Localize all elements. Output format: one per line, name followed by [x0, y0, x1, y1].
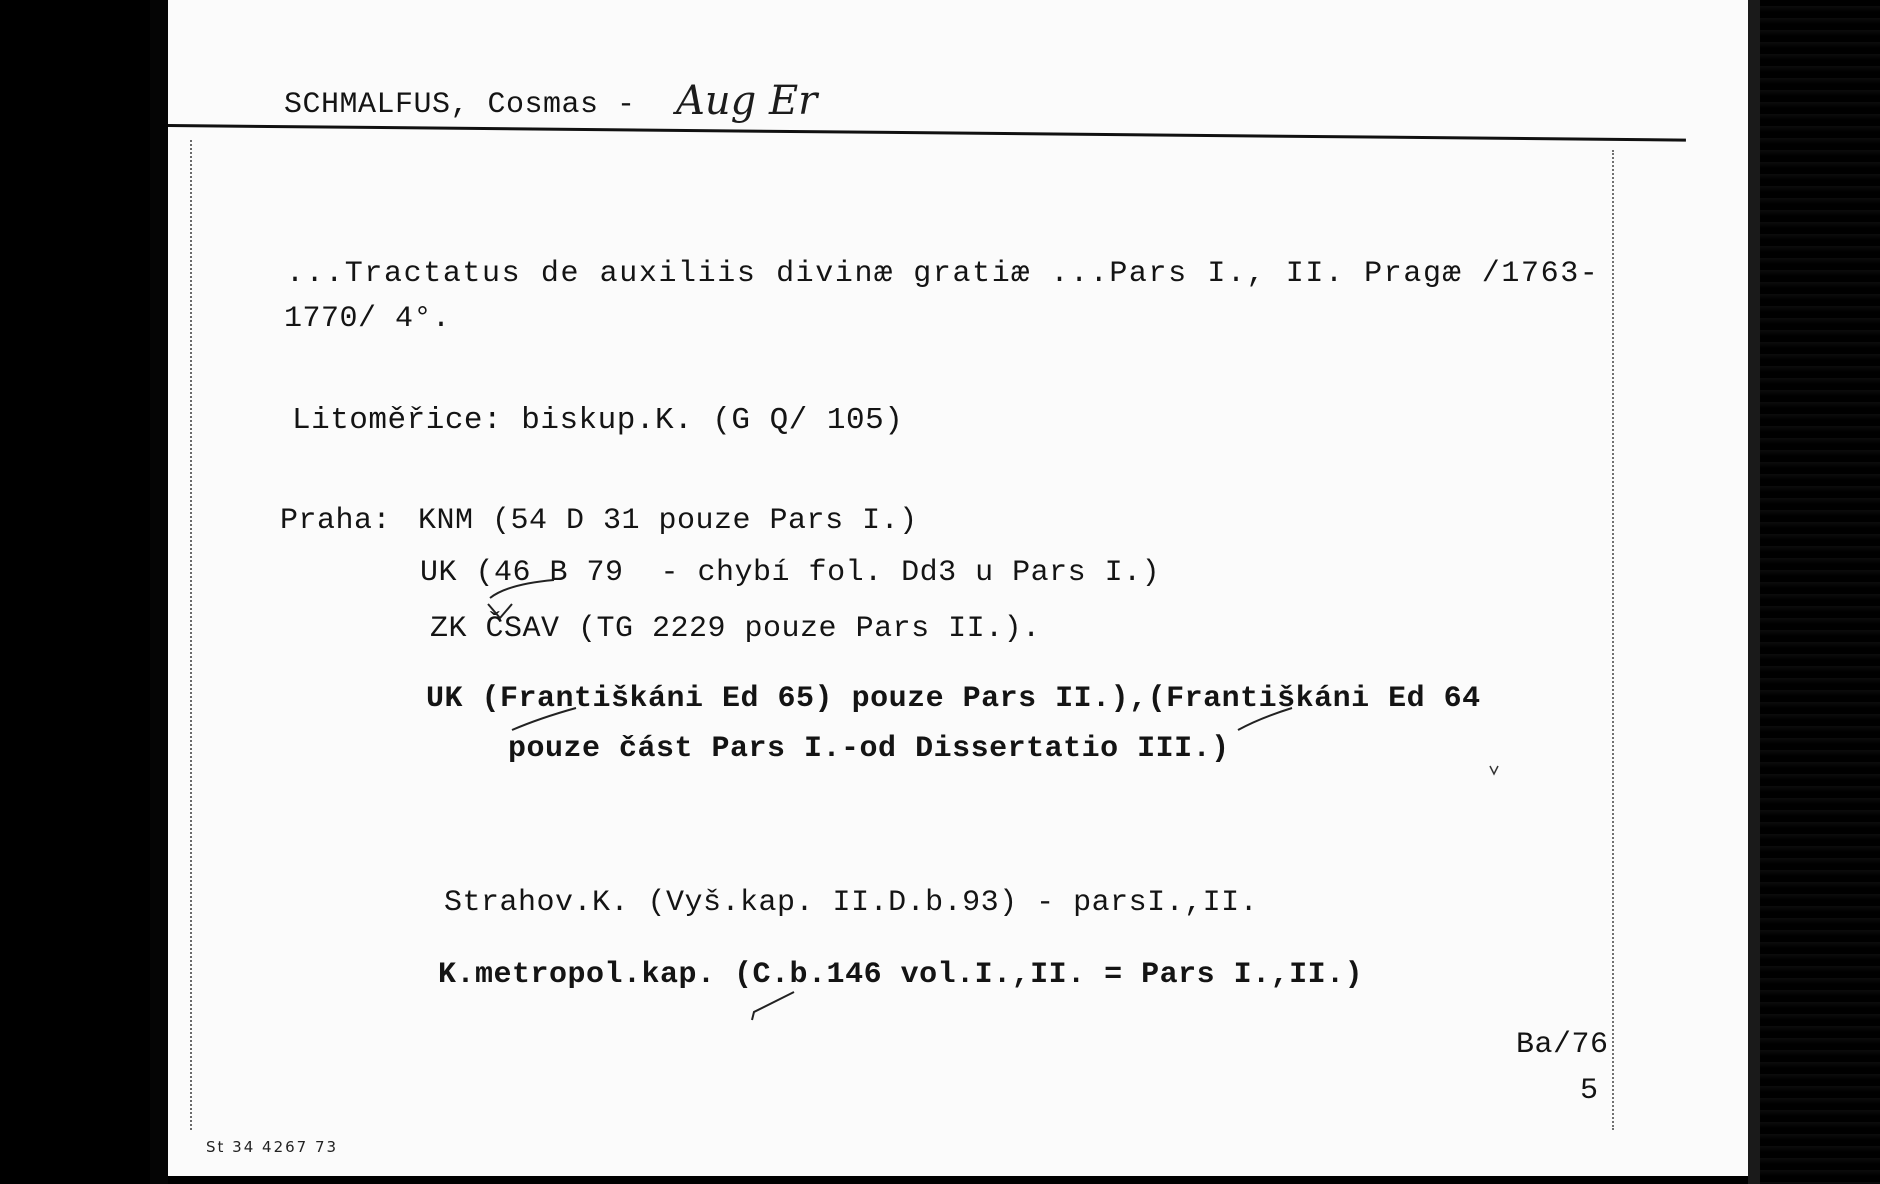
- check-mark-frantiskani-1-icon: [510, 704, 580, 734]
- holding-uk-frantiskani-1: UK (Františkáni Ed 65) pouze Pars II.),(Františkáni Ed 64: [426, 682, 1481, 716]
- holding-uk: UK (46 B 79 - chybí fol. Dd3 u Pars I.): [420, 556, 1161, 590]
- scan-left-border: [150, 0, 168, 1184]
- left-margin-line: [190, 140, 192, 1130]
- right-margin-line: [1612, 150, 1614, 1130]
- title-line-1: ...Tractatus de auxiliis divinæ gratiæ ...Pars I., II. Pragæ /1763-: [286, 257, 1600, 291]
- corner-number: 5: [1580, 1074, 1599, 1108]
- card-heading: SCHMALFUS, Cosmas -: [284, 88, 636, 122]
- check-mark-metropol-icon: [748, 990, 798, 1024]
- card-right-edge: [1748, 0, 1760, 1184]
- check-mark-frantiskani-2-icon: [1236, 704, 1296, 734]
- scan-right-border: [1760, 0, 1880, 1184]
- holding-metropol: K.metropol.kap. (C.b.146 vol.I.,II. = Pars I.,II.): [438, 958, 1364, 992]
- title-line-2: 1770/ 4°.: [284, 302, 451, 336]
- corner-code: Ba/76: [1516, 1028, 1609, 1062]
- check-mark-csav-icon: [486, 600, 516, 622]
- heading-handwritten-annotation: Aug Er: [676, 78, 818, 124]
- holding-knm: KNM (54 D 31 pouze Pars I.): [418, 504, 918, 538]
- holding-uk-frantiskani-2: pouze část Pars I.-od Dissertatio III.): [508, 732, 1230, 766]
- printer-mark: St 34 4267 73: [206, 1138, 339, 1156]
- praha-label: Praha:: [280, 504, 392, 538]
- location-litomerice: Litoměřice: biskup.K. (G Q/ 105): [292, 403, 904, 438]
- holding-zk-csav: ZK ČSAV (TG 2229 pouze Pars II.).: [430, 612, 1041, 646]
- holding-strahov: Strahov.K. (Vyš.kap. II.D.b.93) - parsI.,II.: [444, 886, 1259, 920]
- small-mark-icon: [1488, 764, 1500, 776]
